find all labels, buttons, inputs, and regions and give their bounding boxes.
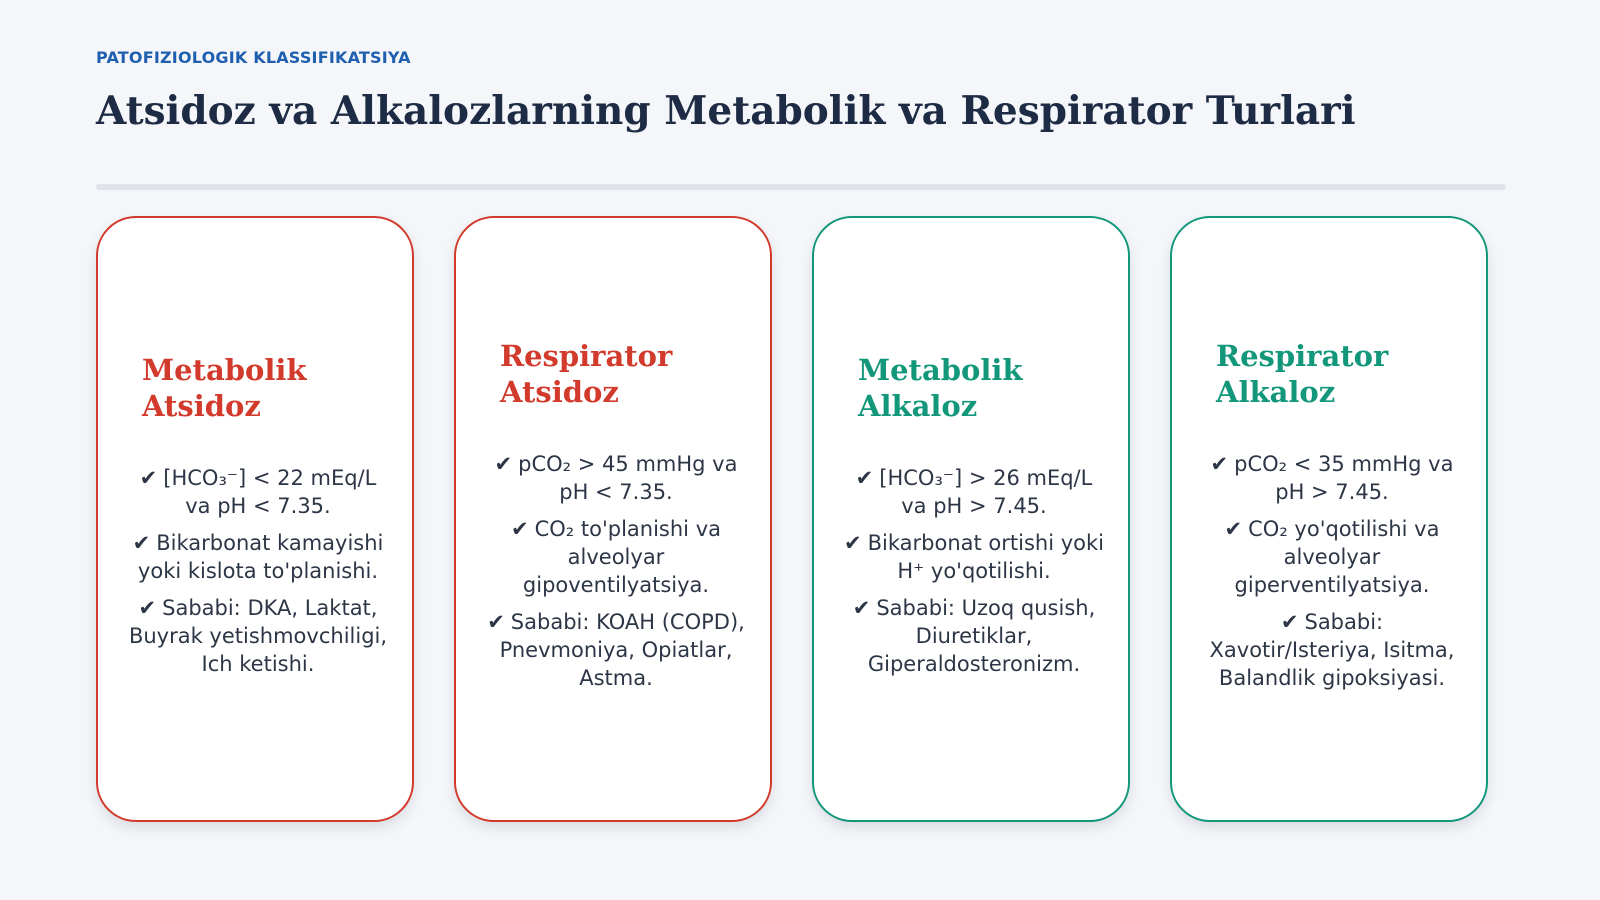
check-icon: ✔ (852, 595, 871, 620)
card-point (486, 450, 746, 506)
card-point-text: pCO₂ < 35 mmHg va pH > 7.45. (1234, 451, 1454, 504)
check-icon: ✔ (487, 609, 505, 634)
card-point (1202, 608, 1462, 692)
card-point-text: Bikarbonat ortishi yoki H⁺ yo'qotilishi. (867, 530, 1104, 583)
card-title: Respirator Atsidoz (500, 338, 673, 409)
check-icon: ✔ (511, 516, 529, 541)
card-respiratory-alkalosis (1170, 216, 1488, 822)
card-point (844, 529, 1104, 585)
card-point (486, 608, 746, 692)
card-respiratory-acidosis (454, 216, 772, 822)
check-icon: ✔ (132, 530, 151, 555)
check-icon: ✔ (1210, 451, 1229, 476)
card-metabolic-alkalosis (812, 216, 1130, 822)
card-points (844, 464, 1104, 687)
card-point-text: [HCO₃⁻] < 22 mEq/L va pH < 7.35. (163, 465, 377, 518)
check-icon: ✔ (855, 465, 874, 490)
card-points (487, 450, 745, 701)
card-point-text: Sababi: Xavotir/Isteriya, Isitma, Balandlik gipoksiyasi. (1209, 609, 1455, 690)
card-points (128, 464, 388, 687)
check-icon: ✔ (844, 530, 862, 555)
check-icon: ✔ (1280, 609, 1299, 634)
check-icon: ✔ (1224, 516, 1243, 541)
card-metabolic-acidosis (96, 216, 414, 822)
card-point (1202, 515, 1462, 599)
check-icon: ✔ (138, 595, 157, 620)
card-point (844, 594, 1104, 678)
card-point-text: Sababi: DKA, Laktat, Buyrak yetishmovchiligi, Ich ketishi. (128, 595, 388, 676)
card-point (128, 529, 388, 585)
section-eyebrow: PATOFIZIOLOGIK KLASSIFIKATSIYA (96, 48, 411, 67)
card-point-text: pCO₂ > 45 mmHg va pH < 7.35. (518, 451, 738, 504)
card-point (844, 464, 1104, 520)
card-point-text: Sababi: KOAH (COPD), Pnevmoniya, Opiatlar, Astma. (499, 609, 745, 690)
card-row (96, 216, 1488, 822)
card-title: Metabolik Alkaloz (858, 352, 1023, 423)
card-title: Metabolik Atsidoz (142, 352, 307, 423)
page-title: Atsidoz va Alkalozlarning Metabolik va Respirator Turlari (96, 88, 1356, 134)
divider (96, 184, 1506, 190)
card-points (1209, 450, 1456, 701)
card-point (128, 594, 388, 678)
card-point-text: Sababi: Uzoq qusish, Diuretiklar, Giperaldosteronizm. (867, 595, 1096, 676)
card-title: Respirator Alkaloz (1216, 338, 1389, 409)
card-point (1202, 450, 1462, 506)
card-point (486, 515, 746, 599)
check-icon: ✔ (494, 451, 513, 476)
card-point-text: CO₂ to'planishi va alveolyar gipoventilyatsiya. (522, 516, 721, 597)
check-icon: ✔ (139, 465, 158, 490)
card-point-text: [HCO₃⁻] > 26 mEq/L va pH > 7.45. (879, 465, 1093, 518)
card-point-text: CO₂ yo'qotilishi va alveolyar giperventilyatsiya. (1234, 516, 1440, 597)
card-point (128, 464, 388, 520)
card-point-text: Bikarbonat kamayishi yoki kislota to'planishi. (137, 530, 384, 583)
